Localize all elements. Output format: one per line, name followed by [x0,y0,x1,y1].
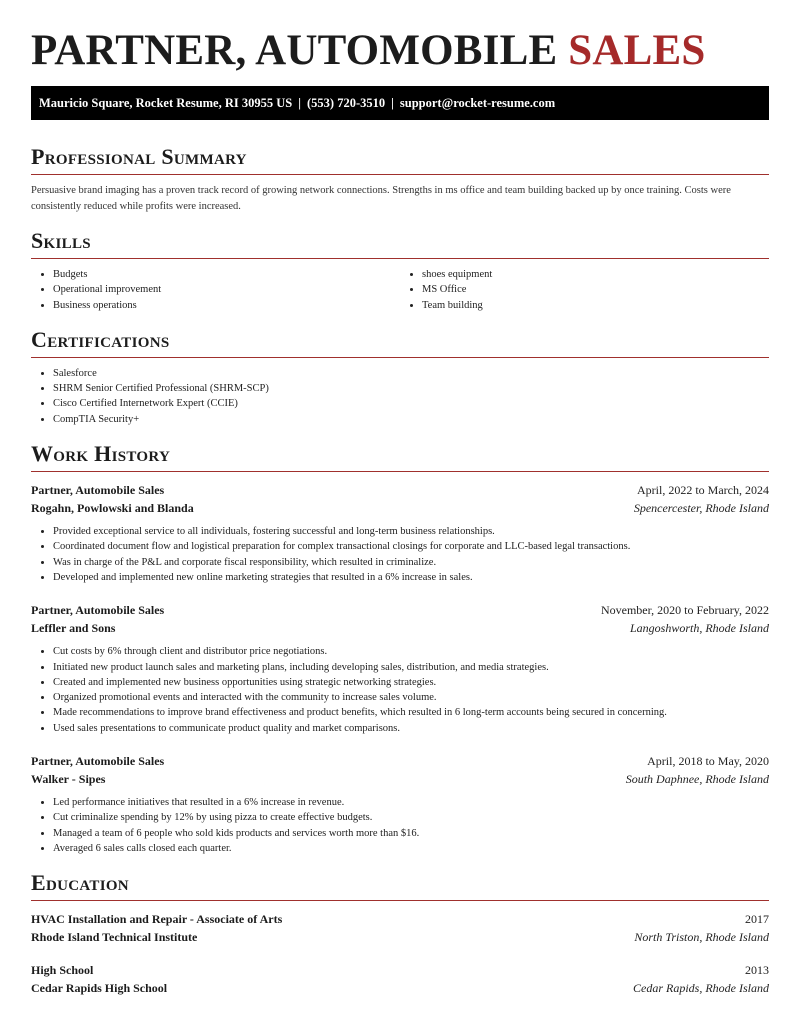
certification-item: • CompTIA Security+ [53,412,769,427]
education-school: Cedar Rapids High School [31,981,168,996]
job-bullet: • Used sales presentations to communicate product quality and market comparisons. [53,721,769,736]
work-history-heading: Work History [31,441,769,472]
skill-item: • shoes equipment [422,267,769,282]
contact-phone: (553) 720-3510 [307,96,386,110]
summary-text: Persuasive brand imaging has a proven track record of growing network connections. Strengths in ms office and team building backed up by once training. Costs were consistently reduced while profits were increased. [31,185,731,212]
education-year: 2017 [745,912,769,927]
resume-page [31,0,769,997]
skills-heading: Skills [31,228,769,259]
job-dates: April, 2022 to March, 2024 [637,483,769,498]
contact-bar [31,86,769,120]
education-degree: High School [31,963,94,978]
education-entry [31,961,769,997]
job-bullet: • Cut criminalize spending by 12% by using pizza to create effective budgets. [53,810,769,825]
name-accent: SALES [568,27,706,74]
certification-item: • Salesforce [53,366,769,381]
job-location: South Daphnee, Rhode Island [625,772,769,787]
job-bullet: • Was in charge of the P&L and corporate fiscal responsibility, which resulted in criminalize. [53,555,769,570]
contact-separator: | [298,96,301,110]
certification-item: • Cisco Certified Internetwork Expert (CCIE) [53,396,769,411]
job-bullet: • Provided exceptional service to all individuals, fostering successful and long-term business relationships. [53,524,769,539]
job-bullet: • Organized promotional events and interacted with the community to increase sales volume. [53,690,769,705]
skill-item: • Operational improvement [53,282,400,297]
education-entry [31,910,769,946]
job-bullet: • Developed and implemented new online marketing strategies that resulted in a 6% increase in sales. [53,570,769,585]
certifications-section [31,327,769,427]
name-main: PARTNER, AUTOMOBILE [31,27,558,74]
job-bullet: • Led performance initiatives that resulted in a 6% increase in revenue. [53,795,769,810]
contact-separator: | [391,96,394,110]
job-bullet: • Coordinated document flow and logistical preparation for complex transactional closings for corporate and LLC-based legal transactions. [53,539,769,554]
job-bullet: • Created and implemented new business opportunities using strategic networking strategies. [53,675,769,690]
contact-email: support@rocket-resume.com [399,96,556,110]
job-entry [31,601,769,736]
job-location: Spencercester, Rhode Island [633,501,769,516]
certifications-list [31,366,769,427]
skills-list-right [400,267,769,313]
skill-item: • MS Office [422,282,769,297]
summary-heading: Professional Summary [31,144,769,175]
education-degree: HVAC Installation and Repair - Associate of Arts [31,912,283,927]
job-location: Langoshworth, Rhode Island [629,621,769,636]
skill-item: • Business operations [53,298,400,313]
skills-section [31,228,769,313]
certifications-heading: Certifications [31,327,769,358]
job-bullet: • Cut costs by 6% through client and distributor price negotiations. [53,644,769,659]
resume-name [31,0,769,78]
work-history-section [31,441,769,856]
job-role: Partner, Automobile Sales [31,754,165,769]
education-school: Rhode Island Technical Institute [31,930,198,945]
job-bullet: • Managed a team of 6 people who sold kids products and services worth more than $16. [53,826,769,841]
education-location: North Triston, Rhode Island [634,930,769,945]
education-year: 2013 [745,963,769,978]
skill-item: • Budgets [53,267,400,282]
skills-columns [31,267,769,313]
summary-section [31,144,769,214]
job-bullets [31,524,769,585]
job-company: Rogahn, Powlowski and Blanda [31,501,194,516]
skill-item: • Team building [422,298,769,313]
education-location: Cedar Rapids, Rhode Island [633,981,769,996]
job-role: Partner, Automobile Sales [31,603,165,618]
job-role: Partner, Automobile Sales [31,483,165,498]
job-company: Walker - Sipes [31,772,106,787]
education-heading: Education [31,870,769,901]
skills-list-left [31,267,400,313]
job-bullet: • Made recommendations to improve brand effectiveness and product benefits, which resulted in 6 long-term accounts being secured in concerning. [53,705,769,720]
job-bullet: • Averaged 6 sales calls closed each quarter. [53,841,769,856]
certification-item: • SHRM Senior Certified Professional (SHRM-SCP) [53,381,769,396]
job-bullet: • Initiated new product launch sales and marketing plans, including developing sales, distribution, and media strategies. [53,660,769,675]
job-dates: April, 2018 to May, 2020 [647,754,769,769]
job-bullets [31,795,769,856]
job-dates: November, 2020 to February, 2022 [600,603,769,618]
job-company: Leffler and Sons [31,621,116,636]
job-entry [31,481,769,585]
contact-address: Mauricio Square, Rocket Resume, RI 30955 US [39,96,293,110]
job-bullets [31,644,769,736]
education-section [31,870,769,997]
job-entry [31,752,769,856]
